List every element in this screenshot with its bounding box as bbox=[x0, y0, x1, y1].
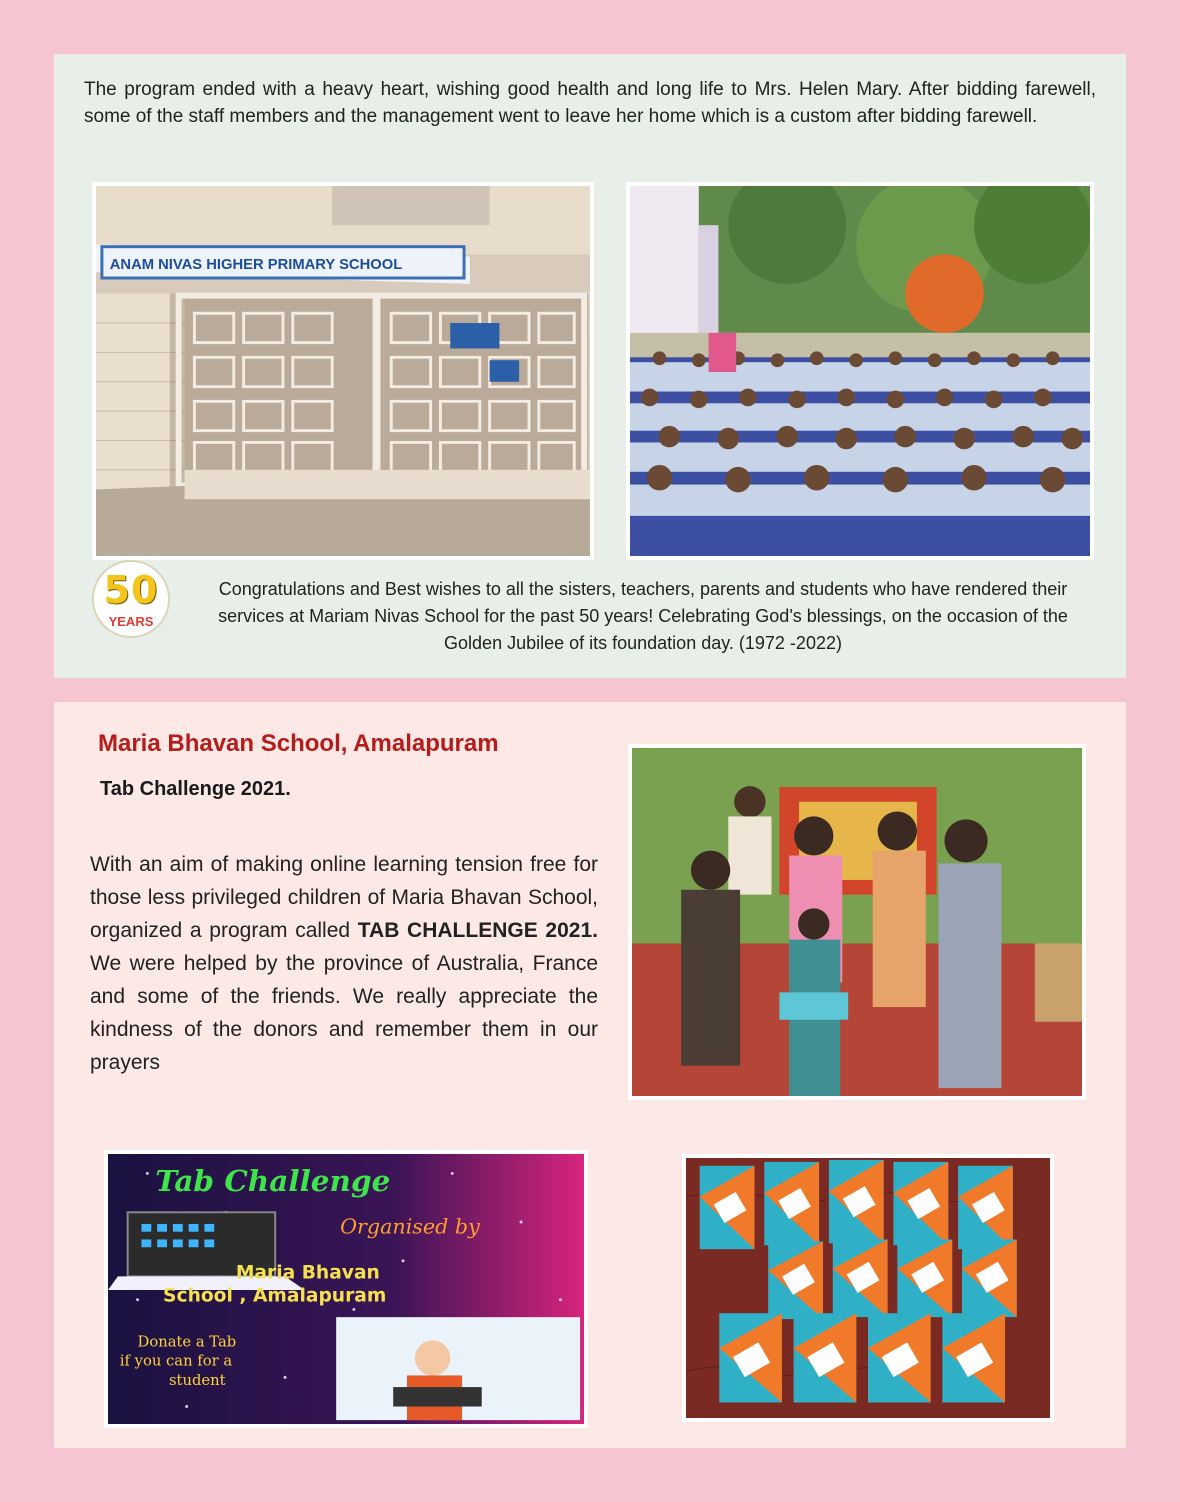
tab-boxes-photo bbox=[682, 1154, 1054, 1422]
badge-number: 50 bbox=[103, 568, 159, 612]
tab-challenge-poster bbox=[104, 1150, 588, 1428]
school-title: Maria Bhavan School, Amalapuram bbox=[98, 730, 499, 757]
poster-organised: Organised by bbox=[340, 1214, 480, 1239]
tab-challenge-section bbox=[54, 702, 1126, 1448]
school-gate-photo bbox=[92, 182, 594, 560]
badge-label: YEARS bbox=[108, 614, 154, 629]
poster-title: Tab Challenge bbox=[155, 1163, 391, 1198]
poster-donate-line1: Donate a Tab bbox=[137, 1333, 237, 1351]
congrats-paragraph: Congratulations and Best wishes to all the sisters, teachers, parents and students who have rendered their services at Mariam Nivas School for the past 50 years! Celebrating God's blessings, on the occasion of the Golden Jubilee of its foundation day. (1972 -2022) bbox=[218, 579, 1068, 653]
event-title: Tab Challenge 2021. bbox=[100, 778, 291, 800]
golden-jubilee-badge bbox=[92, 560, 170, 638]
farewell-paragraph: The program ended with a heavy heart, wishing good health and long life to Mrs. Helen Mary. After bidding farewell, some of the staff members and the management went to leave her home which is a custom after bidding farewell. bbox=[84, 79, 1096, 127]
farewell-section bbox=[54, 54, 1126, 678]
poster-donate-line3: student bbox=[168, 1372, 226, 1390]
body-text-bold: TAB CHALLENGE 2021. bbox=[357, 919, 598, 942]
poster-donate-line2: if you can for a bbox=[119, 1352, 233, 1370]
body-text-part1: With an aim of making online learning tension free for those less privileged children of Maria Bhavan School, organized a program called bbox=[90, 853, 598, 942]
poster-org-line2: School , Amalapuram bbox=[163, 1285, 387, 1307]
tab-handover-photo bbox=[628, 744, 1086, 1100]
body-text-part2: We were helped by the province of Australia, France and some of the friends. We really appreciate the kindness of the donors and remember them in our prayers bbox=[90, 952, 598, 1074]
tab-challenge-paragraph bbox=[90, 848, 598, 1079]
students-assembly-photo bbox=[626, 182, 1094, 560]
gate-sign-text: ANAM NIVAS HIGHER PRIMARY SCHOOL bbox=[109, 257, 403, 274]
poster-org-line1: Maria Bhavan bbox=[235, 1262, 380, 1284]
